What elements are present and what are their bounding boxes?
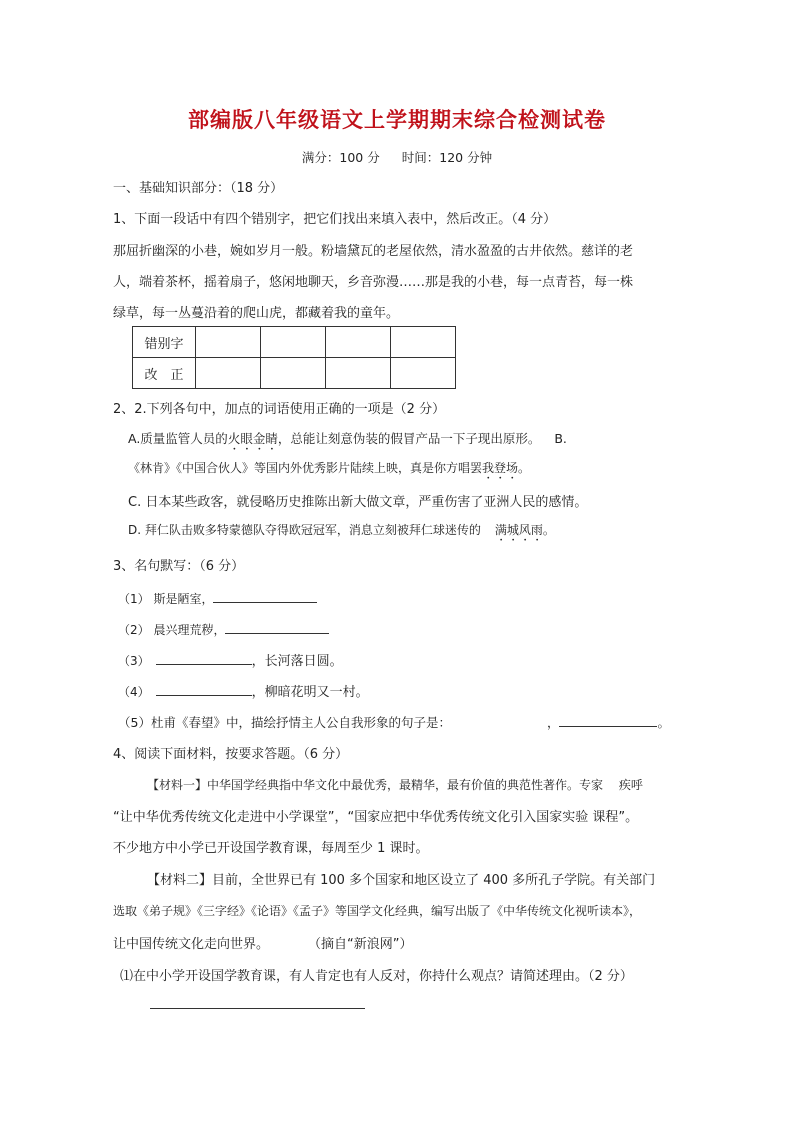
q1-prompt: 1、下面一段话中有四个错别字，把它们找出来填入表中，然后改正。（4 分）: [113, 212, 557, 227]
correction-cell[interactable]: [326, 358, 391, 389]
exam-time: 时间：120 分钟: [401, 150, 493, 165]
dotted-word: 火眼金睛: [227, 431, 278, 446]
table-row: [133, 358, 456, 389]
answer-blank[interactable]: [225, 619, 329, 634]
section-heading: 一、基础知识部分：（18 分）: [113, 181, 284, 196]
q3-item: （2） 晨兴理荒秽，: [118, 619, 329, 638]
q4-sub1: ⑴在中小学开设国学教育课，有人肯定也有人反对，你持什么观点？请简述理由。（2 分）: [120, 969, 633, 984]
q2-option-b: 《林肯》《中国合伙人》等国内外优秀影片陆续上映，真是你方唱罢我登场。: [128, 461, 531, 475]
material-one-line: “让中华优秀传统文化走进中小学课堂”，“国家应把中华优秀传统文化引入国家实验 课程”。: [113, 810, 639, 825]
material-one-line: 不少地方中小学已开设国学教育课，每周至少 1 课时。: [113, 841, 429, 856]
dotted-word: 我登场: [482, 461, 519, 475]
typo-cell[interactable]: [261, 327, 326, 358]
q2-prompt: 2、2.下列各句中，加点的词语使用正确的一项是（2 分）: [113, 402, 446, 417]
full-score: 满分：100 分: [301, 150, 380, 165]
dotted-word: 满城风雨: [494, 523, 543, 537]
q2-option-a: A.质量监管人员的火眼金睛，总能让刻意伪装的假冒产品一下子现出原形。 B.: [128, 431, 567, 446]
typo-table: [132, 326, 456, 389]
q3-item: （1） 斯是陋室，: [118, 588, 317, 607]
material-two-line: 选取《弟子规》《三字经》《论语》《孟子》等国学文化经典，编写出版了《中华传统文化视听读本》，: [113, 904, 642, 918]
q2-option-d: D. 拜仁队击败多特蒙德队夺得欧冠冠军，消息立刻被拜仁球迷传的 满城风雨。: [128, 523, 555, 537]
q3-item: （3） ，长河落日圆。: [118, 650, 343, 669]
option-b-label: B.: [554, 431, 567, 446]
exam-subtitle: [0, 148, 794, 166]
answer-blank[interactable]: [156, 681, 252, 696]
typo-cell[interactable]: [326, 327, 391, 358]
q4-prompt: 4、阅读下面材料，按要求答题。（6 分）: [113, 747, 349, 762]
answer-blank[interactable]: [213, 588, 317, 603]
q3-item: （4） ，柳暗花明又一村。: [118, 681, 369, 700]
q3-item: （5）杜甫《春望》中，描绘抒情主人公自我形象的句子是： ， 。: [118, 712, 670, 731]
typo-cell[interactable]: [196, 327, 261, 358]
material-one-line: 【材料一】中华国学经典指中华文化中最优秀，最精华，最有价值的典范性著作。专家 疾呼: [147, 778, 643, 792]
typo-cell[interactable]: [391, 327, 456, 358]
answer-blank[interactable]: [451, 713, 547, 727]
answer-blank[interactable]: [156, 650, 252, 665]
q1-passage-line: 那屈折幽深的小巷，婉如岁月一般。粉墙黛瓦的老屋依然，清水盈盈的古井依然。慈详的老: [113, 244, 634, 259]
q1-passage-line: 人，端着茶杯，摇着扇子，悠闲地聊天，乡音弥漫……那是我的小巷，每一点青苔，每一株: [113, 275, 634, 290]
q2-option-c: C. 日本某些政客，就侵略历史推陈出新大做文章，严重伤害了亚洲人民的感情。: [128, 495, 588, 510]
answer-blank[interactable]: [559, 712, 657, 727]
typo-label: 错别字: [133, 327, 196, 358]
material-two-line: 让中国传统文化走向世界。 （摘自“新浪网”）: [113, 937, 413, 952]
table-row: [133, 327, 456, 358]
correction-cell[interactable]: [196, 358, 261, 389]
exam-title: 部编版八年级语文上学期期末综合检测试卷: [188, 107, 606, 132]
q1-passage-line: 绿草，每一丛蔓沿着的爬山虎，都藏着我的童年。: [113, 306, 400, 321]
material-two-line: 【材料二】目前，全世界已有 100 多个国家和地区设立了 400 多所孔子学院。有关部门: [147, 873, 656, 888]
correction-label: 改 正: [133, 358, 196, 389]
correction-cell[interactable]: [391, 358, 456, 389]
correction-cell[interactable]: [261, 358, 326, 389]
q3-prompt: 3、名句默写：（6 分）: [113, 559, 245, 574]
answer-line[interactable]: [150, 1008, 365, 1009]
